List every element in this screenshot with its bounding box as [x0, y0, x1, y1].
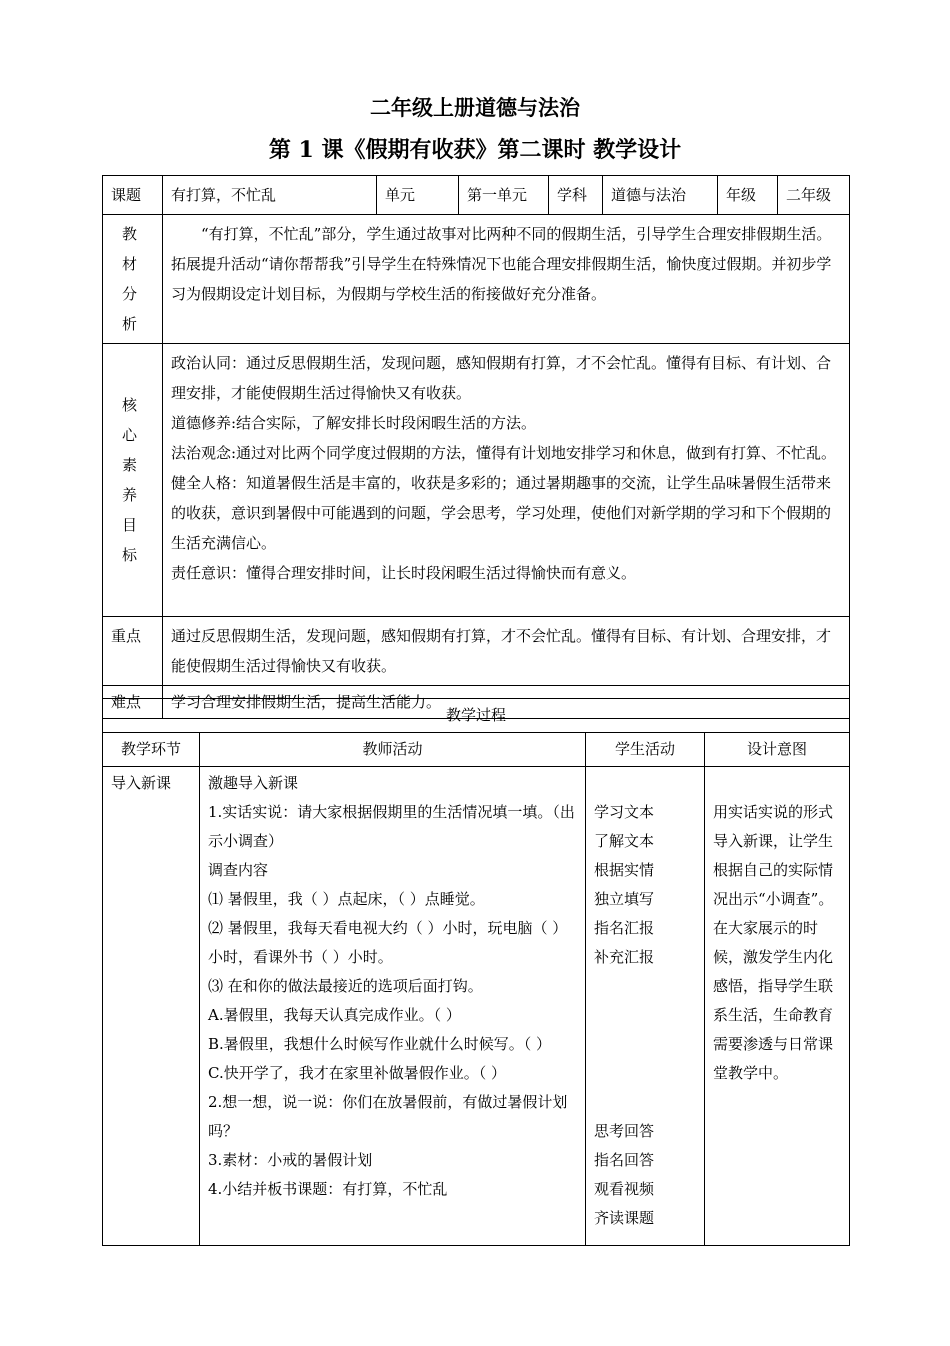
teacher-line: 4.小结并板书课题：有打算，不忙乱: [208, 1180, 448, 1198]
teacher-line: 2.想一想，说一说：你们在放暑假前，有做过暑假计划吗？: [208, 1093, 568, 1140]
design-text: 用实话实说的形式导入新课，让学生根据自己的实际情况出示“小调查”。在大家展示的时候，激发学生内化感悟，指导学生联系生活，生命教育需要渗透与日常课堂教学中。: [713, 803, 834, 1082]
process-header-row: [103, 733, 850, 767]
core-goal-responsibility: 责任意识：懂得合理安排时间，让长时段闲暇生活过得愉快而有意义。: [171, 564, 637, 582]
teacher-line: ⑵ 暑假里，我每天看电视大约（ ）小时，玩电脑（ ）小时，看课外书（ ）小时。: [208, 919, 568, 966]
analysis-label-line1: 教 材: [121, 225, 143, 273]
core-goal-law: 法治观念:通过对比两个同学度过假期的方法，懂得有计划地安排学习和休息，做到有打算、不忙乱。: [171, 444, 837, 462]
core-label-line3: 目 标: [121, 516, 143, 564]
subject-label: 学科: [549, 176, 603, 215]
header-design: 设计意图: [705, 733, 850, 767]
header-stage: 教学环节: [103, 733, 200, 767]
core-goal-moral: 道德修养:结合实际，了解安排长时段闲暇生活的方法。: [171, 414, 537, 432]
core-literacy-goals: [163, 344, 850, 617]
student-line: 了解文本: [594, 832, 655, 850]
core-literacy-row: [103, 344, 850, 617]
unit-label: 单元: [377, 176, 459, 215]
lesson-value: 有打算，不忙乱: [163, 176, 377, 215]
stage-cell: 导入新课: [103, 767, 200, 1246]
teacher-line: A.暑假里，我每天认真完成作业。（ ）: [208, 1006, 461, 1024]
student-line: 观看视频: [594, 1180, 655, 1198]
core-goal-personality: 健全人格：知道暑假生活是丰富的，收获是多彩的；通过暑期趣事的交流，让学生品味暑假生活带来的收获，意识到暑假中可能遇到的问题，学会思考，学习处理，使他们对新学期的学习和下个假期的生活充满信心。: [171, 474, 832, 552]
student-activity: [586, 767, 705, 1246]
teacher-line: ⑶ 在和你的做法最接近的选项后面打钩。: [208, 977, 483, 995]
lesson-title: 第 1 课《假期有收获》第二课时 教学设计: [268, 137, 682, 163]
grade-value: 二年级: [778, 176, 850, 215]
teacher-line: 激趣导入新课: [208, 774, 299, 792]
document-title: 二年级上册道德与法治: [370, 95, 580, 120]
unit-value: 第一单元: [459, 176, 549, 215]
student-line: 学习文本: [594, 803, 655, 821]
process-title: 教学过程: [103, 699, 850, 733]
analysis-row: [103, 215, 850, 344]
core-goal-political: 政治认同：通过反思假期生活，发现问题，感知假期有打算，才不会忙乱。懂得有目标、有计划、合理安排，才能使假期生活过得愉快又有收获。: [171, 354, 832, 402]
teacher-line: ⑴ 暑假里，我（ ）点起床，（ ）点睡觉。: [208, 890, 485, 908]
teacher-line: 1.实话实说：请大家根据假期里的生活情况填一填。（出示小调查）: [208, 803, 575, 850]
key-point-label: 重点: [103, 617, 163, 686]
difficulty-text: 学习合理安排假期生活，提高生活能力。: [163, 686, 850, 719]
analysis-label-line2: 分 析: [121, 285, 143, 333]
core-literacy-label: [103, 344, 163, 617]
key-point-text: 通过反思假期生活，发现问题，感知假期有打算，才不会忙乱。懂得有目标、有计划、合理安排，才能使假期生活过得愉快又有收获。: [163, 617, 850, 686]
student-line: 齐读课题: [594, 1209, 655, 1227]
student-line: 指名汇报: [594, 919, 655, 937]
student-line: 独立填写: [594, 890, 655, 908]
student-line: 指名回答: [594, 1151, 655, 1169]
student-line: 根据实情: [594, 861, 655, 879]
teacher-line: B.暑假里，我想什么时候写作业就什么时候写。（ ）: [208, 1035, 552, 1053]
teacher-line: 调查内容: [208, 861, 269, 879]
teaching-process-table: [102, 698, 850, 1246]
difficulty-label: 难点: [103, 686, 163, 719]
lesson-label: 课题: [103, 176, 163, 215]
header-student: 学生活动: [586, 733, 705, 767]
teacher-line: 3.素材：小戒的暑假计划: [208, 1151, 373, 1169]
teacher-line: C.快开学了，我才在家里补做暑假作业。（ ）: [208, 1064, 506, 1082]
design-intent: [705, 767, 850, 1246]
student-line: 补充汇报: [594, 948, 655, 966]
process-title-row: [103, 699, 850, 733]
key-point-row: [103, 617, 850, 686]
core-label-line1: 核 心: [121, 396, 143, 444]
process-row-intro: [103, 767, 850, 1246]
analysis-label: [103, 215, 163, 344]
header-teacher: 教师活动: [200, 733, 586, 767]
subject-value: 道德与法治: [603, 176, 718, 215]
core-label-line2: 素 养: [121, 456, 143, 504]
student-line: 思考回答: [594, 1122, 655, 1140]
analysis-text: “有打算，不忙乱”部分，学生通过故事对比两种不同的假期生活，引导学生合理安排假期生活。拓展提升活动“请你帮帮我”引导学生在特殊情况下也能合理安排假期生活，愉快度过假期。并初步学习为假期设定计划目标，为假期与学校生活的衔接做好充分准备。: [163, 215, 850, 344]
lesson-row: [103, 176, 850, 215]
lesson-info-table: [102, 175, 850, 719]
grade-label: 年级: [718, 176, 778, 215]
teacher-activity: [200, 767, 586, 1246]
